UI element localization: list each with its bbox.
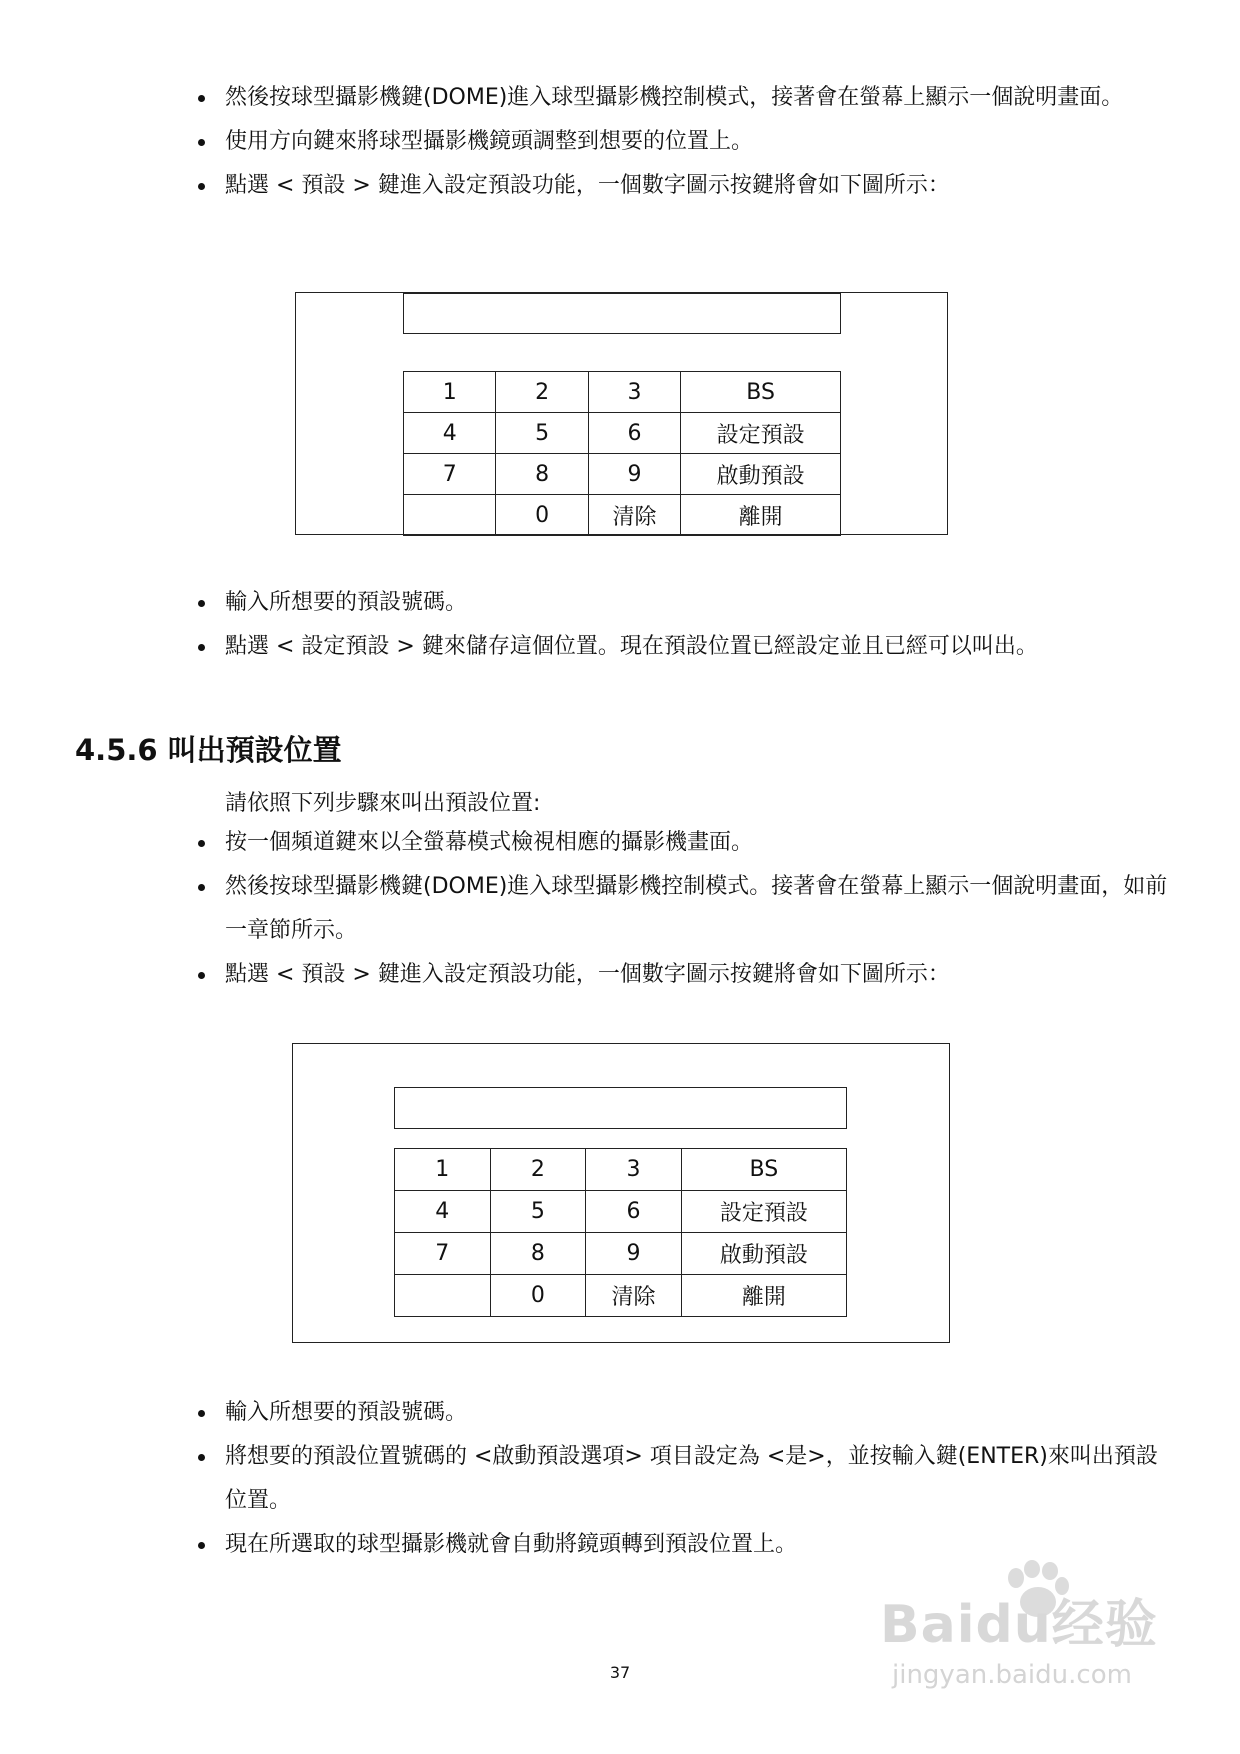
list-item: 點選 < 設定預設 > 鍵來儲存這個位置。現在預設位置已經設定並且已經可以叫出。: [225, 625, 1175, 669]
key-6[interactable]: 6: [588, 413, 680, 454]
key-9[interactable]: 9: [586, 1233, 682, 1275]
list-item: 然後按球型攝影機鍵(DOME)進入球型攝影機控制模式，接著會在螢幕上顯示一個說明畫面。: [225, 76, 1175, 120]
key-9[interactable]: 9: [588, 454, 680, 495]
key-backspace[interactable]: BS: [681, 372, 841, 413]
key-exit[interactable]: 離開: [681, 495, 841, 536]
keypad-figure-2: [292, 1043, 950, 1343]
keypad-row: [395, 1149, 847, 1191]
keypad-display-field: [403, 293, 841, 334]
key-empty: [395, 1275, 491, 1317]
key-5[interactable]: 5: [490, 1191, 586, 1233]
keypad-row: [404, 495, 841, 536]
list-item: 按一個頻道鍵來以全螢幕模式檢視相應的攝影機畫面。: [225, 821, 1175, 865]
key-exit[interactable]: 離開: [681, 1275, 846, 1317]
section-intro: 請依照下列步驟來叫出預設位置:: [225, 791, 541, 816]
list-item: 點選 < 預設 > 鍵進入設定預設功能，一個數字圖示按鍵將會如下圖所示：: [225, 953, 1175, 997]
keypad-figure-1: [295, 292, 948, 535]
keypad-grid: [394, 1148, 847, 1317]
key-1[interactable]: 1: [404, 372, 496, 413]
key-7[interactable]: 7: [395, 1233, 491, 1275]
key-4[interactable]: 4: [404, 413, 496, 454]
bullet-list-save-steps: [225, 581, 1175, 669]
keypad-row: [404, 372, 841, 413]
keypad-row: [395, 1233, 847, 1275]
keypad-row: [395, 1275, 847, 1317]
page-number: 37: [609, 1663, 631, 1682]
bullet-list-recall-steps: [225, 821, 1175, 997]
key-clear[interactable]: 清除: [588, 495, 680, 536]
list-item: 使用方向鍵來將球型攝影機鏡頭調整到想要的位置上。: [225, 120, 1175, 164]
bullet-list-recall-finish: [225, 1391, 1175, 1567]
list-item: 點選 < 預設 > 鍵進入設定預設功能，一個數字圖示按鍵將會如下圖所示：: [225, 164, 1175, 208]
key-5[interactable]: 5: [496, 413, 588, 454]
section-heading: 4.5.6 叫出預設位置: [75, 733, 342, 767]
watermark-logo: Baidu经验: [880, 1595, 1158, 1655]
keypad-row: [395, 1191, 847, 1233]
key-backspace[interactable]: BS: [681, 1149, 846, 1191]
key-0[interactable]: 0: [490, 1275, 586, 1317]
watermark-url: jingyan.baidu.com: [892, 1660, 1132, 1690]
list-item: 現在所選取的球型攝影機就會自動將鏡頭轉到預設位置上。: [225, 1523, 1175, 1567]
list-item: 輸入所想要的預設號碼。: [225, 1391, 1175, 1435]
key-empty: [404, 495, 496, 536]
key-clear[interactable]: 清除: [586, 1275, 682, 1317]
baidu-jingyan-watermark: [880, 1560, 1170, 1710]
keypad-grid: [403, 371, 841, 536]
key-set-preset[interactable]: 設定預設: [681, 1191, 846, 1233]
key-6[interactable]: 6: [586, 1191, 682, 1233]
bullet-list-setup-steps: [225, 76, 1175, 208]
keypad-row: [404, 413, 841, 454]
key-1[interactable]: 1: [395, 1149, 491, 1191]
list-item: 然後按球型攝影機鍵(DOME)進入球型攝影機控制模式。接著會在螢幕上顯示一個說明畫面，如前一章節所示。: [225, 865, 1175, 953]
key-3[interactable]: 3: [586, 1149, 682, 1191]
key-8[interactable]: 8: [490, 1233, 586, 1275]
key-3[interactable]: 3: [588, 372, 680, 413]
key-2[interactable]: 2: [496, 372, 588, 413]
key-8[interactable]: 8: [496, 454, 588, 495]
list-item: 輸入所想要的預設號碼。: [225, 581, 1175, 625]
key-2[interactable]: 2: [490, 1149, 586, 1191]
key-0[interactable]: 0: [496, 495, 588, 536]
list-item: 將想要的預設位置號碼的 <啟動預設選項> 項目設定為 <是>，並按輸入鍵(ENTER)來叫出預設位置。: [225, 1435, 1175, 1523]
key-activate-preset[interactable]: 啟動預設: [681, 1233, 846, 1275]
keypad-display-field: [394, 1087, 847, 1129]
keypad-row: [404, 454, 841, 495]
key-7[interactable]: 7: [404, 454, 496, 495]
key-set-preset[interactable]: 設定預設: [681, 413, 841, 454]
key-activate-preset[interactable]: 啟動預設: [681, 454, 841, 495]
key-4[interactable]: 4: [395, 1191, 491, 1233]
